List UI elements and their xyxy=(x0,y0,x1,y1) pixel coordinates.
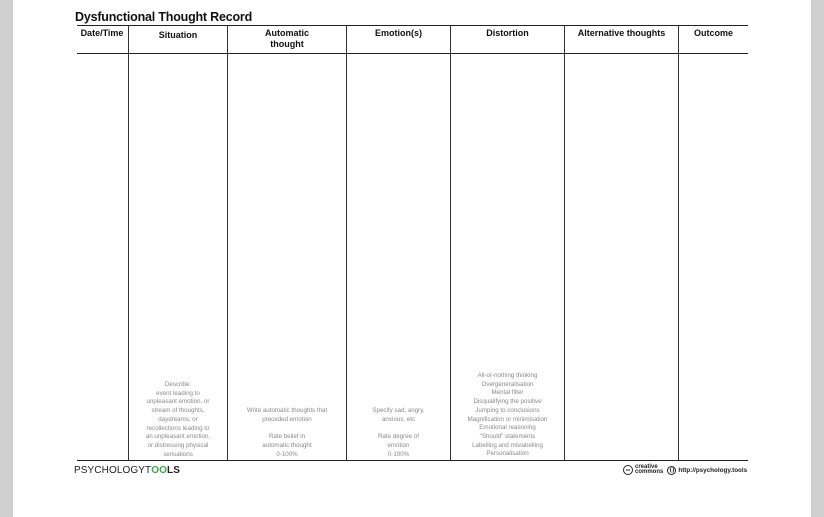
column-header-date-time: Date/Time xyxy=(80,28,124,38)
cc-line-1: creative xyxy=(635,463,658,470)
table-bottom-rule xyxy=(77,460,748,461)
column-divider xyxy=(346,26,347,461)
column-header-outcome: Outcome xyxy=(693,28,733,38)
column-header-alternative-thoughts: Alternative thoughts xyxy=(577,28,666,38)
creative-commons-icon: cc xyxy=(623,465,633,475)
column-header-automatic-thought: Automatic thought xyxy=(264,28,309,49)
creative-commons-label xyxy=(635,465,663,476)
logo-text-right: LS xyxy=(167,465,180,476)
worksheet-page xyxy=(13,0,811,517)
footer-license xyxy=(623,463,747,477)
logo-text-left: PSYCHOLOGYT xyxy=(74,465,152,476)
logo-text-oo: OO xyxy=(151,465,167,476)
cc-line-2: commons xyxy=(635,469,664,475)
column-header-situation: Situation xyxy=(158,30,198,40)
column-header-emotions: Emotion(s) xyxy=(375,28,422,38)
website-link[interactable]: http://psychology.tools xyxy=(678,466,748,474)
header-bottom-rule xyxy=(77,53,748,54)
psychology-tools-logo xyxy=(74,465,180,476)
header-top-rule xyxy=(77,25,748,26)
column-divider xyxy=(678,26,679,461)
globe-icon xyxy=(667,466,676,475)
distortion-hint: All-or-nothing thinking Overgeneralisation Mental filter Disqualifying the positive Jumping to conclusions Magnification or minimisation Emotional reasoning "Should" statements Labelling and mislabelling Personalisation xyxy=(467,372,548,458)
column-divider xyxy=(564,26,565,461)
situation-hint: Describe: event leading to unpleasant emotion, or stream of thoughts, daydreams, or recollections leading to an unpleasant emotion, or distressing physical sensations xyxy=(145,381,211,458)
page-title: Dysfunctional Thought Record xyxy=(75,10,253,24)
column-divider xyxy=(227,26,228,461)
automatic-thought-hint: Write automatic thoughts that preceded emotion Rate belief in automatic thought 0-100% xyxy=(246,407,328,458)
emotions-hint: Specify sad, angry, anxious, etc Rate degree of emotion 0-100% xyxy=(372,407,425,458)
column-header-distortion: Distortion xyxy=(486,28,529,38)
